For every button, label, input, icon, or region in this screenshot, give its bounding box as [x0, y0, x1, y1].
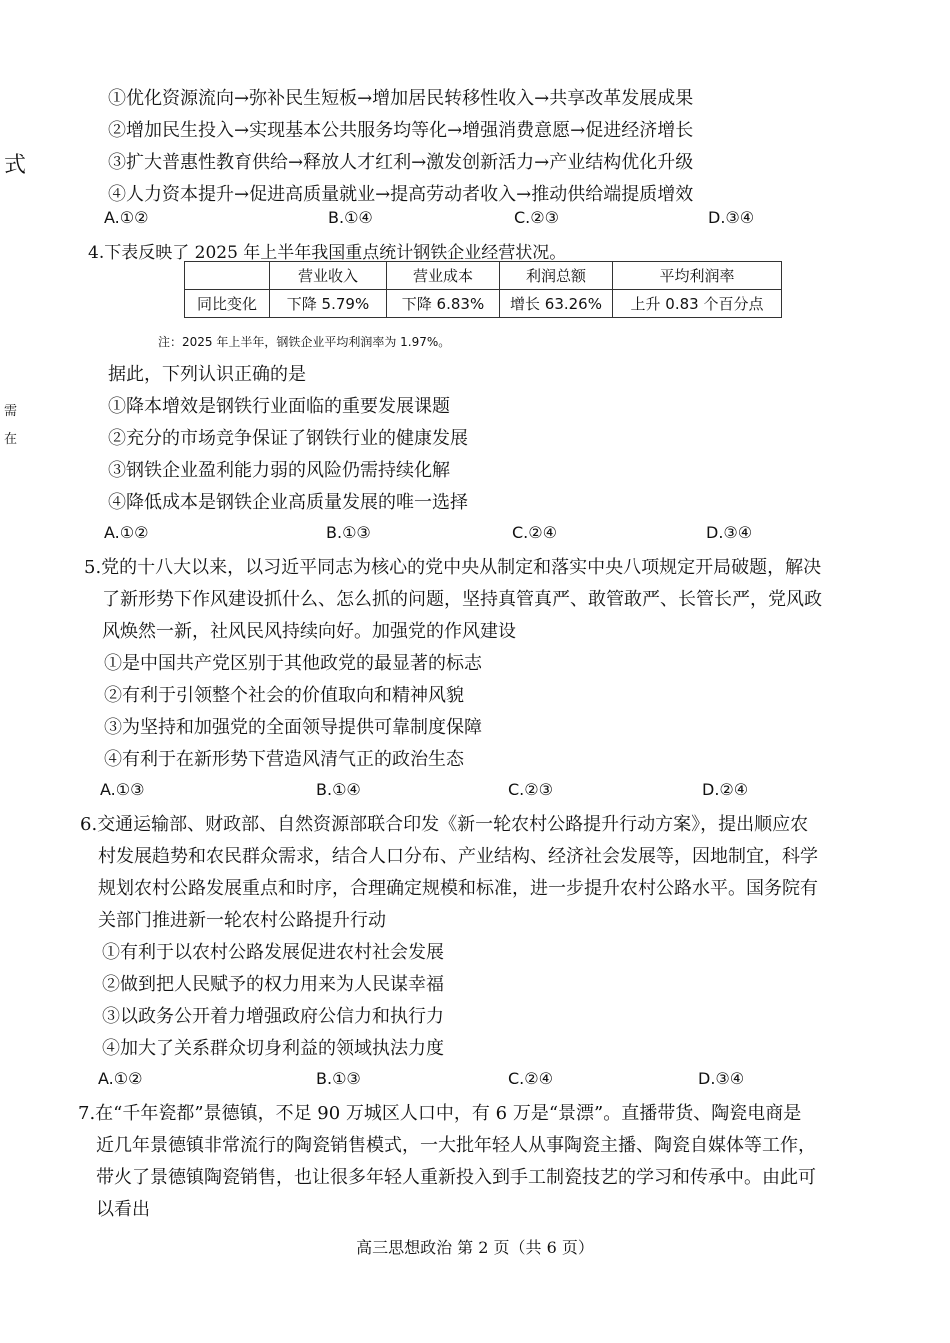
- q3-item-2: ②增加民生投入→实现基本公共服务均等化→增强消费意愿→促进经济增长: [108, 120, 694, 141]
- table-header-cell: [185, 262, 270, 290]
- q5-stem-line-1: 5.党的十八大以来，以习近平同志为核心的党中央从制定和落实中央八项规定开局破题，解决: [84, 557, 822, 578]
- table-header-cell: 营业成本: [387, 262, 500, 290]
- q6-option-b: B.①③: [316, 1069, 361, 1088]
- q4-stem: 4.下表反映了 2025 年上半年我国重点统计钢铁企业经营状况。: [88, 243, 567, 263]
- q4-table: [184, 261, 782, 318]
- q3-option-d: D.③④: [708, 208, 755, 227]
- q3-item-4: ④人力资本提升→促进高质量就业→提高劳动者收入→推动供给端提质增效: [108, 184, 694, 205]
- q4-item-2: ②充分的市场竞争保证了钢铁行业的健康发展: [108, 428, 468, 449]
- q4-option-c: C.②④: [512, 523, 557, 542]
- q4-option-a: A.①②: [104, 523, 149, 542]
- q5-item-1: ①是中国共产党区别于其他政党的最显著的标志: [104, 653, 482, 674]
- q4-item-3: ③钢铁企业盈利能力弱的风险仍需持续化解: [108, 460, 450, 481]
- q6-stem-line-4: 关部门推进新一轮农村公路提升行动: [98, 910, 386, 931]
- q6-stem-line-3: 规划农村公路发展重点和时序，合理确定规模和标准，进一步提升农村公路水平。国务院有: [98, 878, 818, 899]
- margin-char-3: 在: [4, 432, 18, 447]
- q6-option-d: D.③④: [698, 1069, 745, 1088]
- q3-item-3: ③扩大普惠性教育供给→释放人才红利→激发创新活力→产业结构优化升级: [108, 152, 694, 173]
- table-cell: 下降 5.79%: [270, 290, 387, 318]
- q6-option-a: A.①②: [98, 1069, 143, 1088]
- q6-stem-line-1: 6.交通运输部、财政部、自然资源部联合印发《新一轮农村公路提升行动方案》，提出顺应农: [80, 814, 809, 835]
- q6-item-4: ④加大了关系群众切身利益的领域执法力度: [102, 1038, 444, 1059]
- q4-table-note: 注：2025 年上半年，钢铁企业平均利润率为 1.97%。: [158, 335, 451, 349]
- q5-stem-line-2: 了新形势下作风建设抓什么、怎么抓的问题，坚持真管真严、敢管敢严、长管长严，党风政: [102, 589, 822, 610]
- q7-stem-line-2: 近几年景德镇非常流行的陶瓷销售模式，一大批年轻人从事陶瓷主播、陶瓷自媒体等工作，: [96, 1135, 816, 1156]
- table-header-cell: 营业收入: [270, 262, 387, 290]
- table-cell: 下降 6.83%: [387, 290, 500, 318]
- q5-item-4: ④有利于在新形势下营造风清气正的政治生态: [104, 749, 464, 770]
- margin-char-1: 式: [4, 153, 27, 178]
- table-row: [185, 290, 782, 318]
- q5-option-a: A.①③: [100, 780, 145, 799]
- q6-option-c: C.②④: [508, 1069, 553, 1088]
- q5-item-3: ③为坚持和加强党的全面领导提供可靠制度保障: [104, 717, 482, 738]
- page-footer: 高三思想政治 第 2 页（共 6 页）: [356, 1238, 594, 1257]
- q5-item-2: ②有利于引领整个社会的价值取向和精神风貌: [104, 685, 464, 706]
- table-cell: 增长 63.26%: [500, 290, 613, 318]
- q6-item-1: ①有利于以农村公路发展促进农村社会发展: [102, 942, 444, 963]
- q7-stem-line-3: 带火了景德镇陶瓷销售，也让很多年轻人重新投入到手工制瓷技艺的学习和传承中。由此可: [96, 1167, 816, 1188]
- q4-prompt: 据此，下列认识正确的是: [108, 364, 306, 385]
- q5-stem-line-3: 风焕然一新，社风民风持续向好。加强党的作风建设: [102, 621, 516, 642]
- margin-char-2: 需: [4, 404, 18, 419]
- q4-item-4: ④降低成本是钢铁企业高质量发展的唯一选择: [108, 492, 468, 513]
- table-header-row: [185, 262, 782, 290]
- table-header-cell: 平均利润率: [613, 262, 782, 290]
- q6-item-3: ③以政务公开着力增强政府公信力和执行力: [102, 1006, 444, 1027]
- q5-option-d: D.②④: [702, 780, 749, 799]
- q6-item-2: ②做到把人民赋予的权力用来为人民谋幸福: [102, 974, 444, 995]
- table-cell: 同比变化: [185, 290, 270, 318]
- q4-option-b: B.①③: [326, 523, 371, 542]
- q7-stem-line-1: 7.在“千年瓷都”景德镇，不足 90 万城区人口中，有 6 万是“景漂”。直播带货、陶瓷电商是: [78, 1103, 802, 1124]
- q5-option-c: C.②③: [508, 780, 553, 799]
- q4-option-d: D.③④: [706, 523, 753, 542]
- q3-option-a: A.①②: [104, 208, 149, 227]
- table-header-cell: 利润总额: [500, 262, 613, 290]
- q3-option-b: B.①④: [328, 208, 373, 227]
- q6-stem-line-2: 村发展趋势和农民群众需求，结合人口分布、产业结构、经济社会发展等，因地制宜，科学: [98, 846, 818, 867]
- q3-item-1: ①优化资源流向→弥补民生短板→增加居民转移性收入→共享改革发展成果: [108, 88, 694, 109]
- q7-stem-line-4: 以看出: [96, 1199, 150, 1220]
- table-cell: 上升 0.83 个百分点: [613, 290, 782, 318]
- q5-option-b: B.①④: [316, 780, 361, 799]
- q4-item-1: ①降本增效是钢铁行业面临的重要发展课题: [108, 396, 450, 417]
- q3-option-c: C.②③: [514, 208, 559, 227]
